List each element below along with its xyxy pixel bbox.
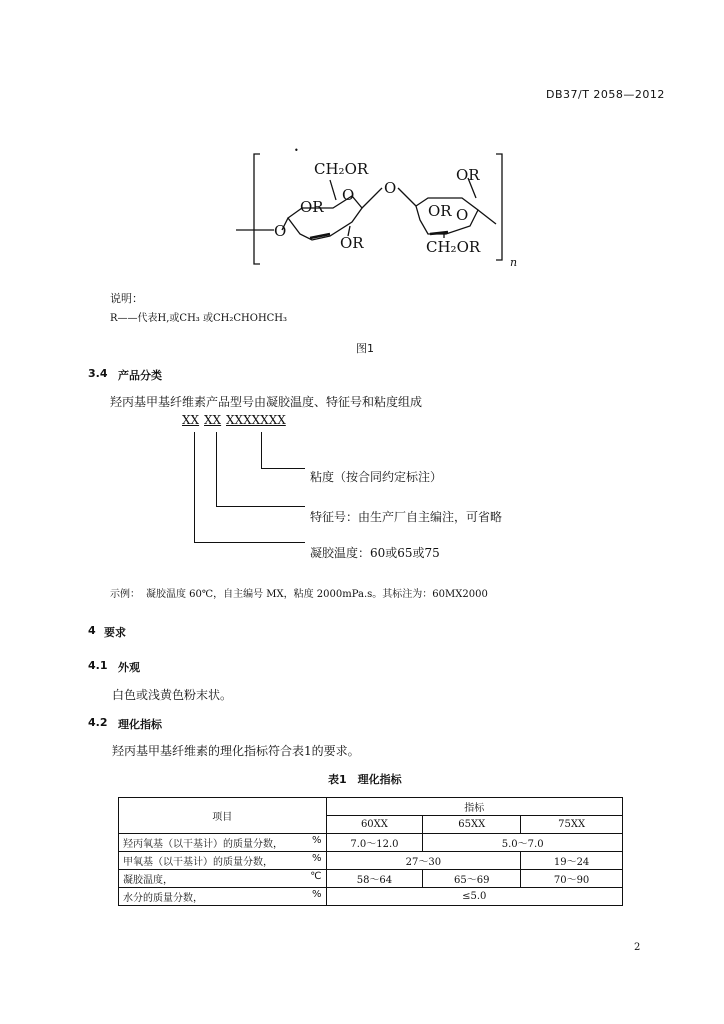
row-value: 7.0～12.0	[326, 834, 423, 852]
formula-bridge-o1: O	[274, 222, 287, 240]
svg-text:•: •	[294, 148, 299, 155]
row-name: 凝胶温度， ℃	[119, 870, 327, 888]
example-text: 凝胶温度 60℃，自主编号 MX，粘度 2000mPa.s。其标注为：60MX2000	[146, 589, 488, 600]
table-row	[119, 834, 623, 852]
row-value: 65～69	[423, 870, 521, 888]
row-value: 58～64	[326, 870, 423, 888]
section-4-number: 4	[88, 624, 96, 637]
figure-note-label: 说明：	[110, 292, 143, 305]
section-3-4-number: 3.4	[88, 367, 108, 380]
table-title: 表1 理化指标	[328, 773, 402, 786]
row-name: 羟丙氧基（以干基计）的质量分数， %	[119, 834, 327, 852]
section-4-1-text: 白色或浅黄色粉末状。	[112, 688, 233, 702]
formula-bridge-o2: O	[384, 179, 397, 197]
label-viscosity: 粘度（按合同约定标注）	[310, 470, 443, 484]
model-code-part3: XXXXXXX	[226, 413, 286, 427]
standard-code: DB37/T 2058—2012	[546, 88, 665, 101]
formula-ring-o1: O	[342, 186, 355, 204]
section-4-1-number: 4.1	[88, 659, 108, 672]
left-bracket	[254, 154, 260, 264]
figure-note-text: R——代表H,或CH₃ 或CH₂CHOHCH₃	[110, 313, 288, 324]
section-4-title: 要求	[104, 626, 126, 639]
formula-ring2-right: OR	[428, 202, 452, 220]
section-3-4-title: 产品分类	[118, 369, 162, 382]
formula-subscript-n: n	[510, 256, 518, 269]
formula-top-left: CH₂OR	[314, 160, 369, 178]
figure-caption: 图1	[356, 342, 374, 355]
column-75xx: 75XX	[521, 816, 623, 834]
table-row	[119, 870, 623, 888]
header-index: 指标	[326, 798, 622, 816]
formula-bottom-right: CH₂OR	[426, 238, 481, 256]
label-gel-temp: 凝胶温度：60或65或75	[310, 546, 440, 560]
row-value: 27～30	[326, 852, 521, 870]
model-code-part1: XX	[182, 413, 200, 427]
section-4-2-title: 理化指标	[118, 718, 162, 731]
chemical-structure-figure	[230, 148, 530, 274]
row-name: 水分的质量分数， %	[119, 888, 327, 906]
page-number: 2	[634, 942, 641, 953]
row-value: 70～90	[521, 870, 623, 888]
formula-ring1-left: OR	[300, 198, 324, 216]
formula-ring1-bottom: OR	[340, 234, 364, 252]
section-4-2-text: 羟丙基甲基纤维素的理化指标符合表1的要求。	[112, 744, 360, 758]
row-value: 5.0～7.0	[423, 834, 623, 852]
model-code-part2: XX	[204, 413, 222, 427]
table-row	[119, 888, 623, 906]
row-value: 19～24	[521, 852, 623, 870]
section-3-4-text: 羟丙基甲基纤维素产品型号由凝胶温度、特征号和粘度组成	[110, 395, 423, 409]
right-bracket	[496, 154, 502, 260]
formula-top-right: OR	[456, 166, 480, 184]
formula-ring-o2: O	[456, 206, 469, 224]
row-name: 甲氧基（以干基计）的质量分数， %	[119, 852, 327, 870]
requirements-table	[118, 797, 623, 906]
row-value: ≤5.0	[326, 888, 622, 906]
section-4-2-number: 4.2	[88, 716, 108, 729]
section-4-1-title: 外观	[118, 661, 140, 674]
header-item: 项目	[119, 798, 327, 834]
table-header-row	[119, 798, 623, 816]
label-feature: 特征号：由生产厂自主编注，可省略	[310, 510, 503, 524]
column-65xx: 65XX	[423, 816, 521, 834]
column-60xx: 60XX	[326, 816, 423, 834]
table-row	[119, 852, 623, 870]
example-label: 示例：	[110, 589, 140, 600]
